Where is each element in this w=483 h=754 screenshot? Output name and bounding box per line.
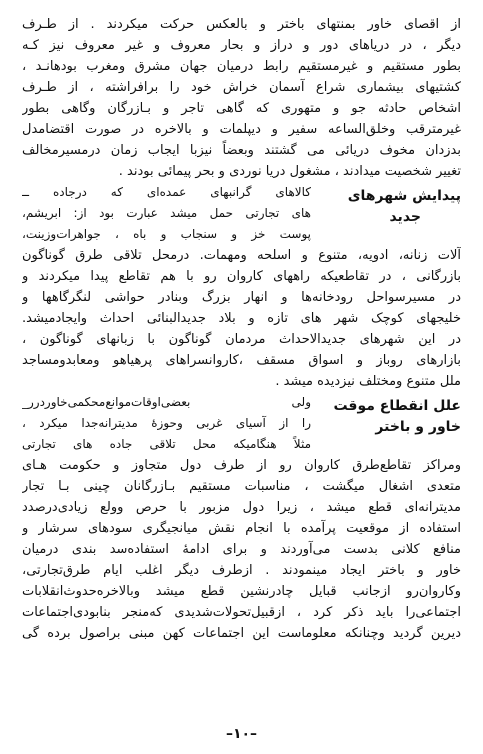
text-line: بازرگانی ، در تقاطعیکه راههای کاروان رو با هم تقاطع پیدا میکردند و (22, 269, 461, 284)
section-new-cities (22, 182, 461, 245)
paragraph-2 (22, 245, 461, 392)
side-heading-line: خاور و باختر (375, 419, 461, 435)
section-east-west-break (22, 392, 461, 455)
text-line: دیرین گردید وچنانکه معلوماست این اجتماعات کهن مبنی براصول برده گی (22, 626, 461, 641)
side-heading-new-cities (311, 182, 461, 245)
side-text-block (22, 392, 311, 455)
text-line: ومراکز تقاطع‌طرق کاروان رو از طرف دول متجاوز و حکومت هـای (22, 458, 461, 473)
text-line: ولی بعضی‌اوقات‌موانع‌محکمی‌خاوردرر_ (22, 395, 311, 409)
text-line: بطور مستقیم و غیرمستقیم رابط درمیان جهان مشرق ومغرب بودهانـد ، (22, 59, 461, 74)
text-column (22, 14, 461, 644)
page-number: –۱۰– (225, 726, 258, 742)
text-line: استفاده از موقعیت پرآمده با انجام نقش میانجیگری سودهای سرشار و (22, 521, 461, 536)
text-line: را از آسیای غربی وحوزهٔ مدیترانه‌جدا میکرد ، (22, 416, 311, 430)
text-line: در مسیرسواحل رودخانه‌ها و انهار بزرگ وبنادر حواشی لنگرگاهها و (22, 290, 461, 305)
side-heading-line: علل انقطاع موقت (333, 398, 461, 414)
side-heading-line: جدید (389, 209, 421, 225)
paragraph-1 (22, 14, 461, 182)
side-heading-line: پیدایش شهرهای (347, 188, 461, 204)
paragraph-3 (22, 455, 461, 644)
text-line: اجتماعی‌را باید ذکر کرد ، ازقبیل‌تحولات‌شدیدی که‌منجر بنابودی‌اجتماعات (22, 605, 461, 620)
text-line: متعدی اشغال میگشت ، مناسبات مستقیم بـازرگانان چینی بـا تجار (22, 479, 461, 494)
text-line: کالاهای گرانبهای عمده‌ای که درجاده ــ (22, 185, 311, 199)
text-line: پوست خز و سنجاب و باه ، جواهرات‌وزینت، (22, 227, 311, 241)
text-line: منافع کلانی بدست می‌آوردند و برای ادامهٔ استفاده‌سد بندی درمیان (22, 542, 461, 557)
text-line: خاور و باختر ایجاد مینمودند . ازطرف دیگر اغلب ایام طرق‌تجارتی، (22, 563, 461, 578)
text-line: بدزدان مخوف دریائی می گشتند وبعضاً نیزبا ایجاب زمان درمسیرمخالف (22, 143, 461, 158)
text-line: ملل متنوع ومختلف نیزدیده میشد . (275, 374, 461, 389)
side-heading-east-west-break (311, 392, 461, 455)
text-line: تغییر شخصیت میدادند ، مشغول دریا نوردی و بحر پیمائی بودند . (118, 164, 461, 179)
text-line: های تجارتی حمل میشد عبارت بود از: ابریشم، (22, 206, 311, 220)
text-line: آلات زنانه، ادویه، متنوع و اسلحه ومهمات. درمحل تلاقی طرق گوناگون (22, 248, 461, 263)
text-line: وکاروان‌رو ازجانب قبایل چادرنشین قطع میشد وبالاخره‌حدوث‌انقلابات (22, 584, 461, 599)
text-line: غیرمترقب وخلق‌الساعه سفیر و دیپلمات و بالاخره در صورت اقتضامدل (22, 122, 461, 137)
text-line: در این شهرهای جدیدالاحداث مردمان گوناگون با زبانهای گوناگون ، (22, 332, 461, 347)
text-line: کشتیهای بیشماری شراع آسمان خراش خود را برافراشته ، از طـرف (22, 80, 461, 95)
text-line: مثلاً هنگامیکه محل تلاقی جاده های تجارتی (22, 437, 311, 451)
text-line: اشخاص حادثه جو و متهوری که گاهی تاجر و بـازرگان وگاهی بطور (22, 101, 461, 116)
text-line: مدیترانه‌ای قطع میشد ، زیرا دول مزبور با حرص وولع زیادی‌درصدد (22, 500, 461, 515)
text-line: خلیجهای کوچک شهر های تازه و بلاد جدیدالبنائی احداث وایجادمیشد. (22, 311, 461, 326)
text-line: از اقصای خاور بمنتهای باختر و بالعکس حرکت میکردند . از طـرف (22, 17, 461, 32)
text-line: بازارهای روباز و اسواق مسقف ،کاروانسراهای پرهیاهو ومعابدومساجد (22, 353, 461, 368)
text-line: دیگر ، در دریاهای دور و دراز و بحار معروف و غیر معروف نیز کـه (22, 38, 461, 53)
side-text-block (22, 182, 311, 245)
